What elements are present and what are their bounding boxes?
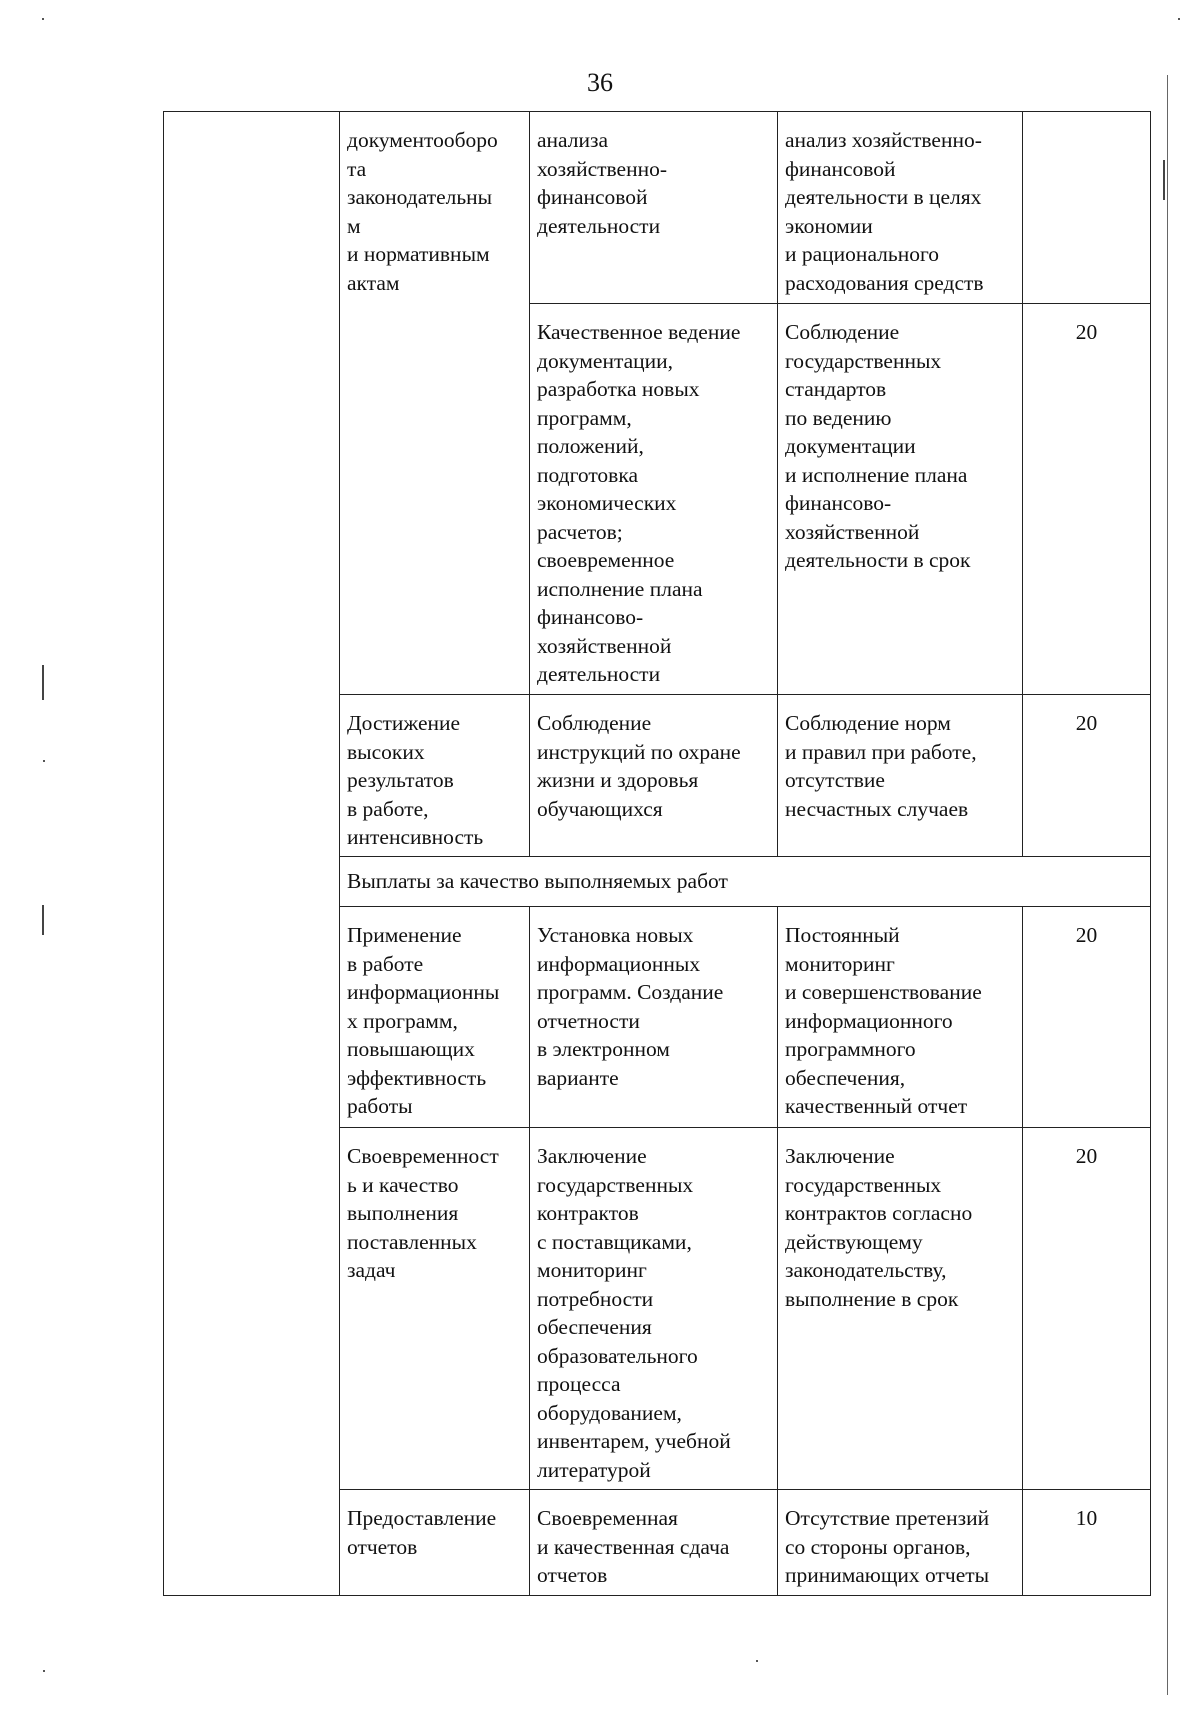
cell-text-line: Качественное ведение [537,320,741,344]
cell-text-line: поставленных [347,1229,477,1254]
cell-text-line: контрактов [537,1201,639,1225]
indicator-cell [778,1490,1023,1596]
criterion-cell [340,1490,530,1596]
cell-text-line: анализ хозяйственно- [785,128,982,152]
indicator-cell [778,304,1023,695]
indicator-cell [778,112,1023,304]
cell-text-line: деятельности в целях [785,185,982,209]
cell-text-line: информационных [537,951,701,976]
scan-artifact-dot [43,760,45,762]
cell-text-line: государственных [785,1172,942,1197]
cell-text-line: принимающих отчеты [785,1563,990,1587]
cell-text-line: выполнения [347,1201,459,1225]
condition-cell [530,907,778,1128]
cell-text-line: Предоставление [347,1506,497,1530]
cell-text-line: финансовой [785,156,896,181]
cell-text-line: Достижение [347,711,461,735]
cell-text-line: хозяйственно- [537,156,667,181]
cell-text-line: и совершенствование [785,980,982,1004]
cell-text-line: высоких [347,739,425,764]
cell-text-line: Заключение [785,1144,895,1168]
criterion-cell [340,695,530,857]
cell-text-line: актам [347,270,400,295]
cell-text-line: инструкций по охране [537,739,741,764]
cell-text-line: хозяйственной [785,519,920,544]
scan-artifact-line [1163,160,1165,200]
cell-text-line: ь и качество [347,1172,459,1197]
cell-text-line: и качественная сдача [537,1534,730,1559]
cell-text-line: государственных [785,348,942,373]
cell-text-line: подготовка [537,462,639,487]
cell-text-line: и рационального [785,242,939,266]
scan-artifact-dot [756,1660,758,1662]
cell-text-line: со стороны органов, [785,1534,971,1559]
cell-text-line: Своевременност [347,1144,499,1168]
cell-text-line: литературой [537,1457,651,1482]
cell-text-line: документации [785,434,916,458]
indicator-cell [778,695,1023,857]
cell-text-line: разработка новых [537,377,700,401]
cell-text-line: с поставщиками, [537,1229,692,1254]
condition-cell [530,1128,778,1490]
cell-text-line: информационного [785,1008,953,1033]
cell-text-line: отсутствие [785,768,885,792]
cell-text-line: государственных [537,1172,694,1197]
cell-text-line: обеспечения [537,1315,652,1339]
cell-text-line: варианте [537,1065,619,1090]
cell-text-line: стандартов [785,377,887,401]
cell-text-line: анализа [537,128,609,152]
cell-text-line: работы [347,1094,413,1118]
points-cell: 20 [1023,1128,1151,1490]
cell-text-line: задач [347,1258,396,1282]
cell-text-line: документации, [537,348,674,373]
cell-text-line: финансовой [537,185,648,209]
cell-text-line: программ, [537,405,632,430]
cell-text-line: отчетов [347,1534,418,1559]
cell-text-line: расходования средств [785,270,984,295]
condition-cell [530,112,778,304]
cell-text-line: х программ, [347,1008,458,1033]
points-cell: 20 [1023,907,1151,1128]
scan-artifact-dot [42,18,44,20]
condition-cell [530,1490,778,1596]
cell-text-line: финансово- [785,491,892,515]
cell-text-line: экономии [785,213,873,238]
cell-text-line: положений, [537,434,644,458]
cell-text-line: экономических [537,491,677,515]
condition-cell [530,304,778,695]
cell-text-line: процесса [537,1372,621,1396]
cell-text-line: и нормативным [347,242,490,266]
points-cell: 10 [1023,1490,1151,1596]
cell-text-line: выполнение в срок [785,1286,959,1311]
cell-text-line: деятельности [537,213,661,238]
cell-text-line: отчетности [537,1008,640,1033]
cell-text-line: обучающихся [537,796,663,821]
cell-text-line: оборудованием, [537,1400,682,1425]
page-number: 36 [587,68,613,97]
indicator-cell [778,907,1023,1128]
table-row [164,112,1151,304]
cell-text-line: информационны [347,980,500,1004]
cell-text-line: Своевременная [537,1506,678,1530]
cell-text-line: Соблюдение норм [785,711,951,735]
cell-text-line: Соблюдение [785,320,900,344]
cell-text-line: по ведению [785,405,892,430]
cell-text-line: программного [785,1037,916,1061]
cell-text-line: образовательного [537,1343,698,1368]
scan-artifact-dot [43,1670,45,1672]
cell-text-line: повышающих [347,1037,475,1061]
cell-text-line: хозяйственной [537,633,672,658]
cell-text-line: контрактов согласно [785,1201,973,1225]
cell-text-line: действующему [785,1229,923,1254]
section-title: Выплаты за качество выполняемых работ [340,857,1151,907]
cell-text-line: Отсутствие претензий [785,1506,990,1530]
cell-text-line: жизни и здоровья [537,768,699,792]
cell-text-line: законодательству, [785,1258,947,1282]
cell-text-line: м [347,213,361,238]
cell-text-line: в работе [347,951,424,976]
cell-text-line: деятельности [537,662,661,686]
points-cell: 20 [1023,304,1151,695]
cell-text-line: Применение [347,923,462,947]
cell-text-line: в электронном [537,1037,670,1061]
cell-text-line: Установка новых [537,923,694,947]
cell-text-line: Соблюдение [537,711,652,735]
cell-text-line: та [347,156,367,181]
cell-text-line: Заключение [537,1144,647,1168]
scan-artifact-line [1167,75,1168,1695]
cell-text-line: исполнение плана [537,576,703,601]
cell-text-line: несчастных случаев [785,796,969,821]
cell-text-line: инвентарем, учебной [537,1429,731,1453]
cell-text-line: расчетов; [537,519,623,544]
cell-text-line: своевременное [537,548,675,572]
cell-text-line: потребности [537,1286,654,1311]
cell-text-line: финансово- [537,605,644,629]
payments-table [163,111,1151,1596]
scan-artifact-line [42,665,44,700]
cell-text-line: качественный отчет [785,1094,968,1118]
points-cell: 20 [1023,695,1151,857]
cell-text-line: деятельности в срок [785,548,971,572]
scan-artifact-line [42,905,44,935]
points-cell [1023,112,1151,304]
cell-text-line: мониторинг [785,951,895,976]
criterion-cell [340,907,530,1128]
cell-text-line: отчетов [537,1563,608,1587]
criterion-cell [340,1128,530,1490]
cell-text-line: и правил при работе, [785,739,977,764]
cell-text-line: результатов [347,768,454,792]
scan-artifact-dot [1178,18,1180,20]
criterion-cell [340,112,530,695]
cell-text-line: эффективность [347,1065,487,1090]
cell-text-line: интенсивность [347,825,484,849]
cell-text-line: и исполнение плана [785,462,968,487]
cell-text-line: Постоянный [785,923,900,947]
cell-text-line: программ. Создание [537,980,724,1004]
cell-text-line: мониторинг [537,1258,647,1282]
cell-text-line: законодательны [347,185,493,209]
cell-text-line: обеспечения, [785,1065,906,1090]
cell-text-line: документооборо [347,128,498,152]
condition-cell [530,695,778,857]
indicator-cell [778,1128,1023,1490]
cell-text-line: в работе, [347,796,429,821]
group-column-cell [164,112,340,1596]
